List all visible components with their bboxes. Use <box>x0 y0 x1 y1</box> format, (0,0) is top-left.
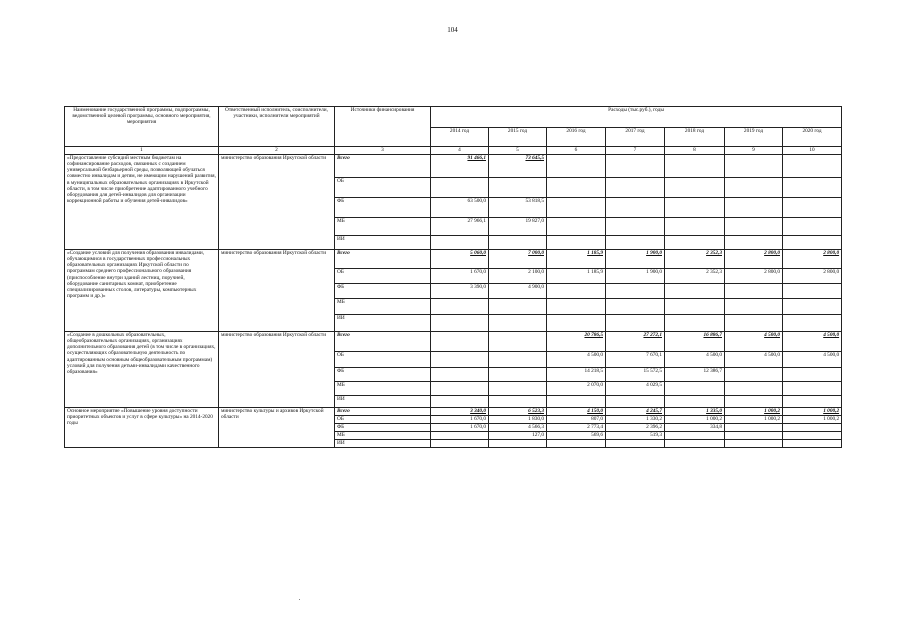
amount-cell <box>489 236 547 250</box>
amount-cell <box>547 198 606 218</box>
amount-cell <box>783 178 842 198</box>
amount-cell <box>665 440 725 448</box>
column-number: 1 <box>65 147 219 155</box>
column-number: 8 <box>665 147 725 155</box>
amount-cell: 1 830,0 <box>489 416 547 424</box>
amount-cell <box>783 236 842 250</box>
amount-cell <box>725 284 783 299</box>
funding-source: Всего <box>335 155 431 178</box>
funding-source: ФБ <box>335 424 431 432</box>
amount-cell <box>783 368 842 382</box>
amount-cell <box>489 368 547 382</box>
amount-cell <box>547 396 606 408</box>
amount-cell <box>547 236 606 250</box>
amount-cell <box>783 299 842 315</box>
amount-cell <box>431 368 489 382</box>
table-row <box>65 408 842 416</box>
responsible-executor: министерство образования Иркутской области <box>219 250 335 332</box>
amount-cell <box>489 352 547 368</box>
table-body <box>65 155 842 448</box>
amount-cell: 27 966,1 <box>431 218 489 236</box>
amount-cell <box>725 198 783 218</box>
amount-cell: 1 670,0 <box>431 424 489 432</box>
amount-cell <box>431 299 489 315</box>
funding-source: МБ <box>335 299 431 315</box>
column-number: 9 <box>725 147 783 155</box>
amount-cell: 1 000,2 <box>725 416 783 424</box>
amount-cell <box>665 432 725 440</box>
amount-cell <box>606 178 665 198</box>
measure-name: «Предоставление субсидий местным бюджетам на софинансирование расходов, связанных с созданием универсальной безбарьерной среды, позволяющей обучаться совместно инвалидам и детям, не имеющим нарушений развития, в муниципальных образовательных организациях в Иркутской области, в том числе приобретение адаптированного учебного оборудования для детей-инвалидов для организации коррекционной работы и обучения детей-инвалидов» <box>65 155 219 250</box>
amount-cell <box>547 178 606 198</box>
amount-cell <box>547 440 606 448</box>
column-number: 5 <box>489 147 547 155</box>
amount-cell <box>725 178 783 198</box>
amount-cell: 1 335,0 <box>665 408 725 416</box>
amount-cell: 2 800,0 <box>725 250 783 269</box>
amount-cell <box>489 299 547 315</box>
amount-cell <box>547 315 606 332</box>
header-source: Источники финансирования <box>335 107 431 147</box>
amount-cell <box>725 396 783 408</box>
amount-cell <box>431 236 489 250</box>
responsible-executor: министерство образования Иркутской области <box>219 155 335 250</box>
amount-cell <box>431 440 489 448</box>
funding-source: Всего <box>335 408 431 416</box>
amount-cell <box>665 198 725 218</box>
amount-cell <box>725 424 783 432</box>
amount-cell: 5 060,0 <box>431 250 489 269</box>
amount-cell <box>725 368 783 382</box>
amount-cell: 4 245,7 <box>606 408 665 416</box>
amount-cell <box>606 440 665 448</box>
funding-source: ИИ <box>335 396 431 408</box>
amount-cell <box>783 424 842 432</box>
funding-source: ФБ <box>335 198 431 218</box>
amount-cell: 2 800,0 <box>783 269 842 284</box>
amount-cell <box>665 155 725 178</box>
amount-cell <box>665 315 725 332</box>
table-row <box>65 155 842 178</box>
amount-cell <box>783 218 842 236</box>
amount-cell: 1 000,2 <box>783 408 842 416</box>
amount-cell <box>431 432 489 440</box>
amount-cell: 4 566,3 <box>489 424 547 432</box>
amount-cell <box>783 155 842 178</box>
funding-source: ФБ <box>335 284 431 299</box>
funding-source: МБ <box>335 382 431 396</box>
amount-cell: 63 500,0 <box>431 198 489 218</box>
amount-cell: 2 800,0 <box>783 250 842 269</box>
funding-source: Всего <box>335 250 431 269</box>
amount-cell <box>665 218 725 236</box>
amount-cell: 14 218,5 <box>547 368 606 382</box>
header-responsible: Ответственный исполнитель, соисполнители, участники, исполнители мероприятий <box>219 107 335 147</box>
amount-cell: 3 390,0 <box>431 284 489 299</box>
amount-cell: 19 827,0 <box>489 218 547 236</box>
funding-source: ОБ <box>335 269 431 284</box>
amount-cell <box>431 382 489 396</box>
funding-source: ОБ <box>335 178 431 198</box>
measure-name: «Создание в дошкольных образовательных, общеобразовательных организациях, организациях дополнительного образования детей (в том числе в организациях, осуществляющих образовательную деятельность по адаптированным основным общеобразовательным программам) условий для получения детьми-инвалидами качественного образования» <box>65 332 219 408</box>
amount-cell: 1 000,2 <box>783 416 842 424</box>
amount-cell: 4 150,0 <box>547 408 606 416</box>
amount-cell: 1 670,0 <box>431 416 489 424</box>
amount-cell: 7 670,1 <box>606 352 665 368</box>
amount-cell <box>606 299 665 315</box>
amount-cell <box>725 218 783 236</box>
amount-cell <box>783 440 842 448</box>
funding-source: ОБ <box>335 352 431 368</box>
scan-speck <box>299 599 300 600</box>
column-number: 2 <box>219 147 335 155</box>
column-number: 3 <box>335 147 431 155</box>
amount-cell <box>725 432 783 440</box>
amount-cell: 569,6 <box>547 432 606 440</box>
amount-cell <box>547 155 606 178</box>
amount-cell: 2 396,2 <box>606 424 665 432</box>
amount-cell: 15 572,5 <box>606 368 665 382</box>
amount-cell <box>431 352 489 368</box>
funding-source: МБ <box>335 218 431 236</box>
amount-cell <box>489 332 547 352</box>
amount-cell <box>606 218 665 236</box>
amount-cell <box>431 396 489 408</box>
amount-cell: 7 000,0 <box>489 250 547 269</box>
funding-source: ИИ <box>335 236 431 250</box>
column-number: 10 <box>783 147 842 155</box>
funding-source: ИИ <box>335 440 431 448</box>
amount-cell: 4 500,0 <box>547 352 606 368</box>
amount-cell: 1 185,9 <box>547 250 606 269</box>
funding-source: МБ <box>335 432 431 440</box>
amount-cell <box>489 440 547 448</box>
financing-table <box>64 106 842 448</box>
amount-cell: 4 029,5 <box>606 382 665 396</box>
header-year: 2016 год <box>547 128 606 147</box>
amount-cell: 1 900,0 <box>606 269 665 284</box>
amount-cell: 4 500,0 <box>783 352 842 368</box>
amount-cell <box>489 315 547 332</box>
amount-cell: 1 000,2 <box>665 416 725 424</box>
header-year: 2019 год <box>725 128 783 147</box>
column-number: 4 <box>431 147 489 155</box>
amount-cell: 16 886,7 <box>665 332 725 352</box>
header-year: 2020 год <box>783 128 842 147</box>
amount-cell: 1 330,2 <box>606 416 665 424</box>
amount-cell: 20 786,5 <box>547 332 606 352</box>
page-number: 104 <box>447 26 458 34</box>
amount-cell <box>606 284 665 299</box>
amount-cell <box>665 236 725 250</box>
amount-cell <box>547 284 606 299</box>
column-number: 6 <box>547 147 606 155</box>
amount-cell <box>489 396 547 408</box>
amount-cell <box>606 396 665 408</box>
measure-name: «Создание условий для получения образования инвалидами, обучающимися в государственных профессиональных образовательных организациях Иркутской области по программам среднего профессионального образования (приспособление внутри зданий лестниц, поручней, оборудование санитарных комнат, приобретение специализированных столов, литературы, компьютерных программ и др.)» <box>65 250 219 332</box>
amount-cell: 53 818,5 <box>489 198 547 218</box>
amount-cell: 4 500,0 <box>725 352 783 368</box>
amount-cell <box>783 382 842 396</box>
amount-cell <box>606 155 665 178</box>
amount-cell: 91 466,1 <box>431 155 489 178</box>
amount-cell <box>725 236 783 250</box>
amount-cell <box>665 396 725 408</box>
amount-cell <box>783 315 842 332</box>
amount-cell: 1 000,2 <box>725 408 783 416</box>
column-number-row <box>65 147 842 155</box>
amount-cell: 2 352,3 <box>665 250 725 269</box>
header-expenses: Расходы (тыс.руб.), годы <box>431 107 842 128</box>
amount-cell: 27 272,1 <box>606 332 665 352</box>
amount-cell: 2 100,0 <box>489 269 547 284</box>
amount-cell: 4 500,0 <box>725 332 783 352</box>
amount-cell <box>783 284 842 299</box>
amount-cell <box>665 382 725 396</box>
amount-cell: 2 800,0 <box>725 269 783 284</box>
amount-cell: 73 645,5 <box>489 155 547 178</box>
table-row <box>65 250 842 269</box>
amount-cell <box>665 299 725 315</box>
amount-cell: 807,0 <box>547 416 606 424</box>
table-row <box>65 332 842 352</box>
amount-cell <box>725 299 783 315</box>
amount-cell <box>725 440 783 448</box>
amount-cell: 519,3 <box>606 432 665 440</box>
amount-cell <box>783 432 842 440</box>
header-name: Наименование государственной программы, подпрограммы, ведомственной целевой программы, основного мероприятия, мероприятия <box>65 107 219 147</box>
amount-cell <box>489 382 547 396</box>
amount-cell <box>665 284 725 299</box>
amount-cell <box>431 315 489 332</box>
amount-cell: 2 773,4 <box>547 424 606 432</box>
amount-cell: 1 900,0 <box>606 250 665 269</box>
responsible-executor: министерство культуры и архивов Иркутской области <box>219 408 335 448</box>
amount-cell: 3 340,0 <box>431 408 489 416</box>
amount-cell <box>725 382 783 396</box>
header-year: 2018 год <box>665 128 725 147</box>
amount-cell <box>606 236 665 250</box>
amount-cell <box>489 178 547 198</box>
funding-source: Всего <box>335 332 431 352</box>
amount-cell: 6 523,3 <box>489 408 547 416</box>
amount-cell <box>547 299 606 315</box>
amount-cell: 4 500,0 <box>665 352 725 368</box>
amount-cell: 334,8 <box>665 424 725 432</box>
header-year: 2015 год <box>489 128 547 147</box>
amount-cell <box>783 396 842 408</box>
amount-cell <box>606 198 665 218</box>
amount-cell: 2 352,3 <box>665 269 725 284</box>
amount-cell <box>665 178 725 198</box>
amount-cell: 1 185,9 <box>547 269 606 284</box>
responsible-executor: министерство образования Иркутской области <box>219 332 335 408</box>
amount-cell: 4 900,0 <box>489 284 547 299</box>
column-number: 7 <box>606 147 665 155</box>
amount-cell <box>606 315 665 332</box>
amount-cell <box>725 315 783 332</box>
amount-cell <box>547 218 606 236</box>
header-year: 2017 год <box>606 128 665 147</box>
amount-cell: 127,0 <box>489 432 547 440</box>
funding-source: ОБ <box>335 416 431 424</box>
amount-cell: 1 670,0 <box>431 269 489 284</box>
amount-cell: 12 386,7 <box>665 368 725 382</box>
measure-name: Основное мероприятие «Повышение уровня доступности приоритетных объектов и услуг в сфере культуры» на 2014-2020 годы <box>65 408 219 448</box>
amount-cell <box>725 155 783 178</box>
amount-cell: 4 500,0 <box>783 332 842 352</box>
funding-source: ИИ <box>335 315 431 332</box>
header-year: 2014 год <box>431 128 489 147</box>
amount-cell: 2 070,0 <box>547 382 606 396</box>
funding-source: ФБ <box>335 368 431 382</box>
amount-cell <box>431 178 489 198</box>
amount-cell <box>783 198 842 218</box>
amount-cell <box>431 332 489 352</box>
